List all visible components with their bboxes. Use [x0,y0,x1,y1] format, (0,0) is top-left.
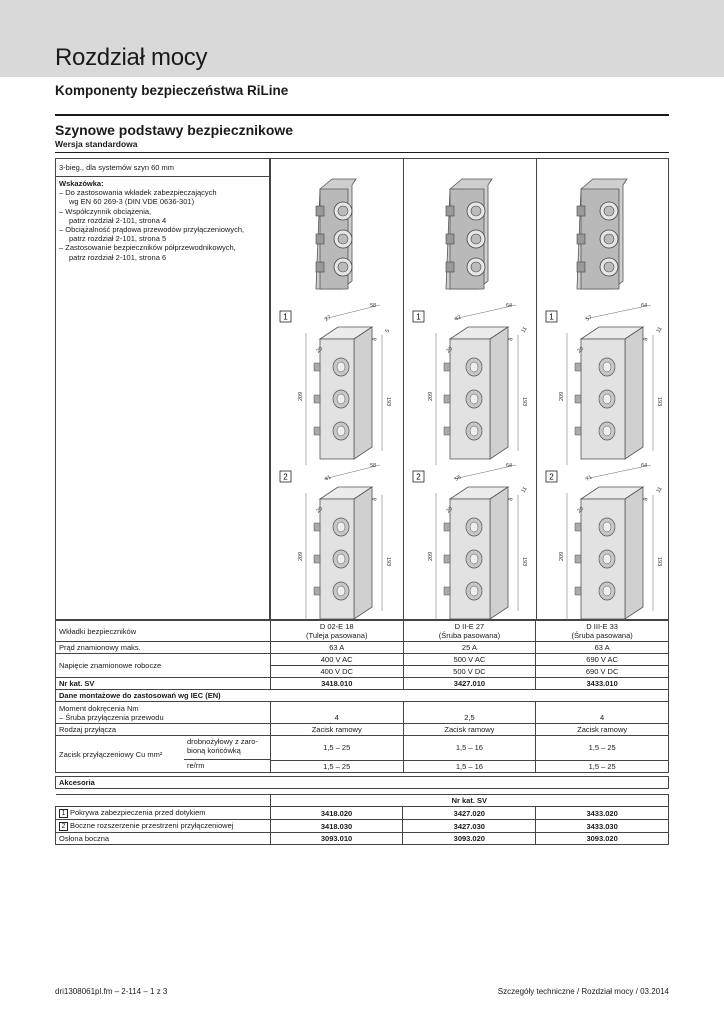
spacer [56,795,271,807]
dimension-label: 20 [315,505,324,515]
page-subtitle: Komponenty bezpieczeństwa RiLine [55,83,289,98]
dimension-label: 27 [324,314,333,323]
divider [55,114,669,116]
torque-cell: 4 [536,702,669,724]
hint-line: – Współczynnik obciążenia, [59,206,152,216]
marker-1: 1 [59,809,68,818]
accessory-cat: 3418.030 [270,820,403,833]
accessory-label: Osłona boczna [56,833,271,845]
product-column-d3 [536,159,669,621]
dimension-label: 209 [298,391,304,401]
current-cell: 25 A [403,642,536,654]
terminal-cell: Zacisk ramowy [403,724,536,736]
hint-title: Wskazówka: [59,179,104,188]
footer-left: dri1308061pl.fm – 2-114 – 1 z 3 [55,987,168,996]
hint-line: – Do zastosowania wkładek zabezpieczających [59,188,217,198]
current-cell: 63 A [536,642,669,654]
accessories-cat-header: Nr kat. SV [270,795,668,807]
page-title: Rozdział mocy [55,44,208,71]
dimension-label: 58 [370,463,377,469]
voltage-ac-cell: 500 V AC [403,654,536,666]
dimension-label: 193 [656,397,662,407]
dimension-label: 41 [324,474,333,483]
accessory-cat: 3427.020 [403,807,536,820]
catalog-number: 3427.010 [403,678,536,690]
dimension-label: 8 [372,497,379,502]
voltage-dc-cell: 500 V DC [403,666,536,678]
section-title: Szynowe podstawy bezpiecznikowe [55,122,294,138]
dimension-label: 11 [655,326,664,334]
voltage-label: Napięcie znamionowe robocze [56,654,271,678]
dimension-label: 8 [372,337,379,342]
accessories-table [55,776,669,845]
fuse-cell: D 02-E 18 (Tuleja pasowana) [270,621,403,642]
fuse-label: Wkładki bezpieczników [56,621,271,642]
dimension-label: 57 [585,314,594,323]
drawing-marker: 2 [283,472,288,482]
dimension-label: 209 [559,551,565,561]
hint-line: patrz rozdział 2-101, strona 6 [69,252,167,262]
catalog-label: Nr kat. SV [56,678,271,690]
accessory-cat: 3093.010 [270,833,403,845]
section-subtitle: Wersja standardowa [55,139,138,149]
fuse-cell: D II-E 27 (Śruba pasowana) [403,621,536,642]
dimension-label: 20 [576,345,585,355]
voltage-ac-cell: 400 V AC [270,654,403,666]
dimension-label: 193 [521,397,527,407]
drawing-marker: 1 [549,312,554,322]
intro-block [55,158,270,620]
dimension-label: 64 [641,303,648,309]
accessory-cat: 3433.030 [536,820,669,833]
dimension-label: 193 [385,397,391,407]
accessory-cat: 3433.020 [536,807,669,820]
product-drawing-svg [537,159,670,621]
fuse-cell: D III-E 33 (Śruba pasowana) [536,621,669,642]
spec-table [55,620,669,773]
current-label: Prąd znamionowy maks. [56,642,271,654]
voltage-ac-cell: 690 V AC [536,654,669,666]
fuse-base-photo [446,179,492,289]
dimension-label: 193 [656,557,662,567]
catalog-number: 3433.010 [536,678,669,690]
dimension-label: 209 [428,391,434,401]
dimension-label: 20 [445,345,454,355]
fuse-base-photo [577,179,627,289]
dimension-label: 5 [384,328,392,334]
dimension-label: 58 [370,303,377,309]
dimension-label: 64 [641,463,648,469]
torque-cell: 2,5 [403,702,536,724]
dimension-label: 193 [521,557,527,567]
dimension-label: 20 [445,505,454,515]
fuse-base-photo [316,179,356,289]
mounting-header: Dane montażowe do zastosowań wg IEC (EN) [56,690,669,702]
rerm-cell: 1,5 – 16 [403,760,536,772]
dimension-label: 8 [643,337,650,342]
accessory-label: 1 Pokrywa zabezpieczenia przed dotykiem [56,807,271,820]
dimension-label: 64 [506,463,513,469]
drawing-marker: 1 [416,312,421,322]
product-drawing-svg [404,159,537,621]
rerm-cell: 1,5 – 25 [270,760,403,772]
hint-line: wg EN 60 269-3 (DIN VDE 0636-301) [69,197,195,207]
dimension-label: 20 [576,505,585,515]
clamp-label-cell [56,736,271,773]
extension-drawing [280,463,391,621]
rerm-label: re/rm [187,761,205,770]
voltage-dc-cell: 690 V DC [536,666,669,678]
touch-cover-drawing [413,303,529,465]
torque-cell: 4 [270,702,403,724]
dimension-label: 71 [585,474,594,483]
current-cell: 63 A [270,642,403,654]
extension-drawing [546,463,664,621]
voltage-dc-cell: 400 V DC [270,666,403,678]
dimension-label: 42 [454,314,463,323]
touch-cover-drawing [546,303,664,465]
divider [55,152,669,153]
extension-drawing [413,463,529,621]
hint-line: – Zastosowanie bezpieczników półprzewodnikowych, [59,243,236,253]
hint-block [56,177,269,264]
dimension-label: 8 [643,497,650,502]
dimension-label: 20 [315,345,324,355]
accessory-cat: 3427.030 [403,820,536,833]
accessory-cat: 3093.020 [536,833,669,845]
dimension-label: 209 [559,391,565,401]
hint-line: – Obciążalność prądowa przewodów przyłączeniowych, [59,225,245,235]
product-column-d02 [270,159,403,621]
accessory-cat: 3418.020 [270,807,403,820]
fine-cell: 1,5 – 25 [536,736,669,761]
header-band [0,0,724,77]
product-column-d2 [403,159,536,621]
clamp-label: Zacisk przyłączeniowy Cu mm² [59,749,163,759]
accessory-cat: 3093.020 [403,833,536,845]
catalog-number: 3418.010 [270,678,403,690]
dimension-label: 8 [508,497,515,502]
product-drawings [270,158,669,620]
rerm-cell: 1,5 – 25 [536,760,669,772]
dimension-label: 193 [385,557,391,567]
dimension-label: 64 [506,303,513,309]
intro-line: 3-bieg., dla systemów szyn 60 mm [56,159,269,177]
fine-label: drobnożyłowy z zaro-bioną końcówką [184,736,270,760]
terminal-cell: Zacisk ramowy [270,724,403,736]
dimension-label: 56 [454,474,463,483]
terminal-label: Rodzaj przyłącza [56,724,271,736]
footer-right: Szczegóły techniczne / Rozdział mocy / 03.2014 [497,987,669,996]
fine-cell: 1,5 – 16 [403,736,536,761]
accessories-title: Akcesoria [56,777,669,789]
terminal-cell: Zacisk ramowy [536,724,669,736]
drawing-marker: 2 [416,472,421,482]
dimension-label: 11 [520,486,529,494]
touch-cover-drawing [280,303,391,465]
drawing-marker: 1 [283,312,288,322]
drawing-marker: 2 [549,472,554,482]
hint-line: patrz rozdział 2-101, strona 4 [69,215,167,225]
product-drawing-svg [271,159,404,621]
accessory-label: 2 Boczne rozszerzenie przestrzeni przyłączeniowej [56,820,271,833]
dimension-label: 209 [428,551,434,561]
hint-line: patrz rozdział 2-101, strona 5 [69,234,167,244]
dimension-label: 11 [655,486,664,494]
fine-cell: 1,5 – 25 [270,736,403,761]
dimension-label: 8 [508,337,515,342]
dimension-label: 209 [298,551,304,561]
marker-2: 2 [59,822,68,831]
dimension-label: 11 [520,326,529,334]
torque-label: Moment dokręcenia Nm – Śruba przyłączenia przewodu [56,702,271,724]
